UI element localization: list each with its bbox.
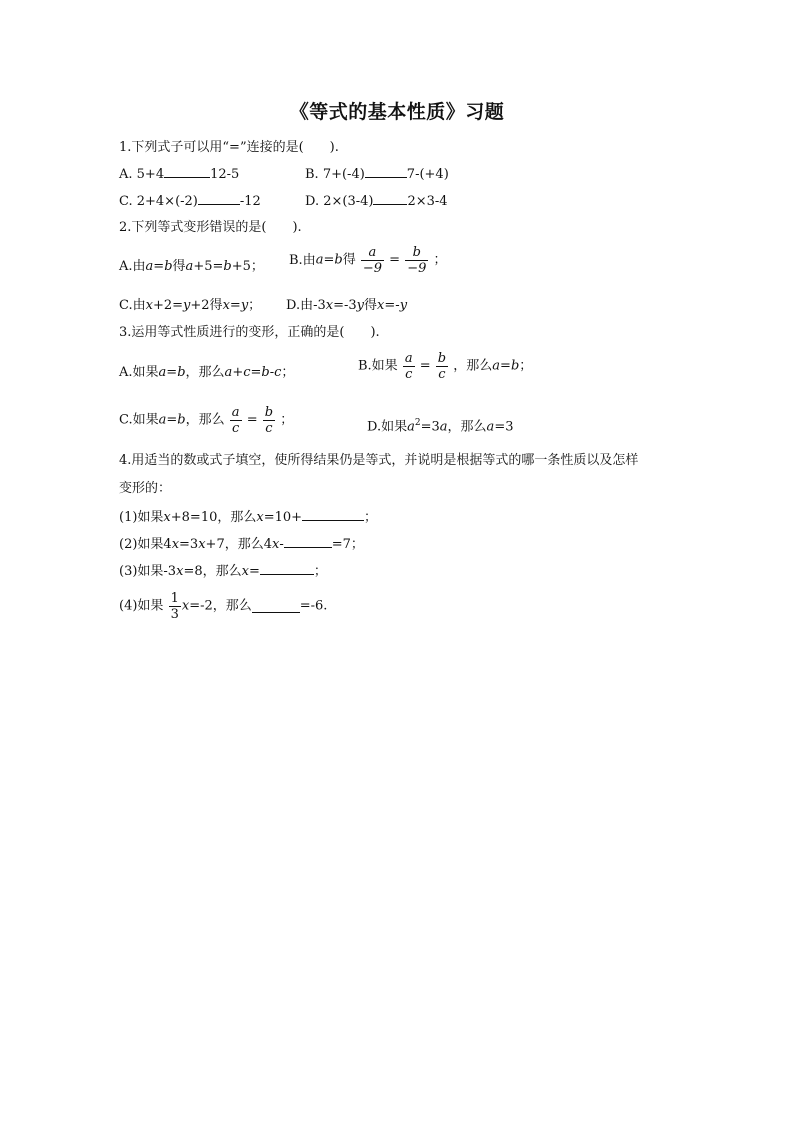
question-4-stem-continued: 变形的： (119, 481, 172, 496)
fraction: $\frac{a}{c}$ (231, 405, 240, 436)
q2-option-b: B.由a=b得 $\frac{a}{-9}$ = $\frac{b}{-9}$ ； (289, 245, 447, 276)
fraction: $\frac{1}{3}$ (170, 591, 179, 622)
q3-option-c: C.如果a=b，那么 $\frac{a}{c}$ = $\frac{b}{c}$ ； (119, 405, 294, 436)
answer-blank[interactable] (302, 508, 364, 521)
q1-option-a: A. 5+4 12-5 (119, 167, 240, 182)
q4-part-4: (4)如果 $\frac{1}{3}$ x=-2，那么 =-6. (119, 591, 328, 622)
question-4-stem: 4.用适当的数或式子填空，使所得结果仍是等式，并说明是根据等式的哪一条性质以及怎样 (119, 453, 639, 468)
answer-blank[interactable] (365, 165, 407, 178)
q2-option-c: C.由x+2=y+2得x=y； (119, 298, 262, 313)
answer-blank[interactable] (260, 562, 314, 575)
q4-part-1: (1)如果x+8=10，那么x=10+ ； (119, 510, 378, 525)
q4-part-3: (3)如果-3x=8，那么x= ； (119, 564, 327, 579)
question-1-stem: 1.下列式子可以用“=”连接的是( ). (119, 140, 339, 155)
q4-part-2: (2)如果4x=3x+7，那么4x- =7； (119, 537, 364, 552)
fraction: $\frac{a}{c}$ (404, 351, 413, 382)
fraction: $\frac{b}{c}$ (437, 351, 447, 382)
answer-blank[interactable] (373, 192, 407, 205)
q1-option-b: B. 7+(-4) 7-(+4) (305, 167, 449, 182)
answer-blank[interactable] (164, 165, 210, 178)
answer-blank[interactable] (284, 535, 332, 548)
q2-option-a: A.由a=b得a+5=b+5； (119, 259, 264, 274)
fraction: $\frac{b}{c}$ (264, 405, 274, 436)
fraction: $\frac{b}{-9}$ (407, 245, 427, 276)
q1-option-d: D. 2×(3-4) 2×3-4 (305, 194, 448, 209)
q2-option-d: D.由-3x=-3y得x=-y (286, 298, 408, 313)
fraction: $\frac{a}{-9}$ (362, 245, 383, 276)
q1-option-c: C. 2+4×(-2) -12 (119, 194, 261, 209)
question-2-stem: 2.下列等式变形错误的是( ). (119, 220, 302, 235)
page-title: 《等式的基本性质》习题 (289, 101, 505, 123)
answer-blank[interactable] (252, 600, 300, 613)
question-3-stem: 3.运用等式性质进行的变形，正确的是( ). (119, 325, 380, 340)
q3-option-a: A.如果a=b，那么a+c=b-c； (119, 365, 295, 380)
answer-blank[interactable] (198, 192, 240, 205)
q3-option-b: B.如果 $\frac{a}{c}$ = $\frac{b}{c}$ ，那么a=b； (358, 351, 533, 382)
q3-option-d: D.如果$a^2=3a$，那么a=3 (367, 418, 514, 435)
